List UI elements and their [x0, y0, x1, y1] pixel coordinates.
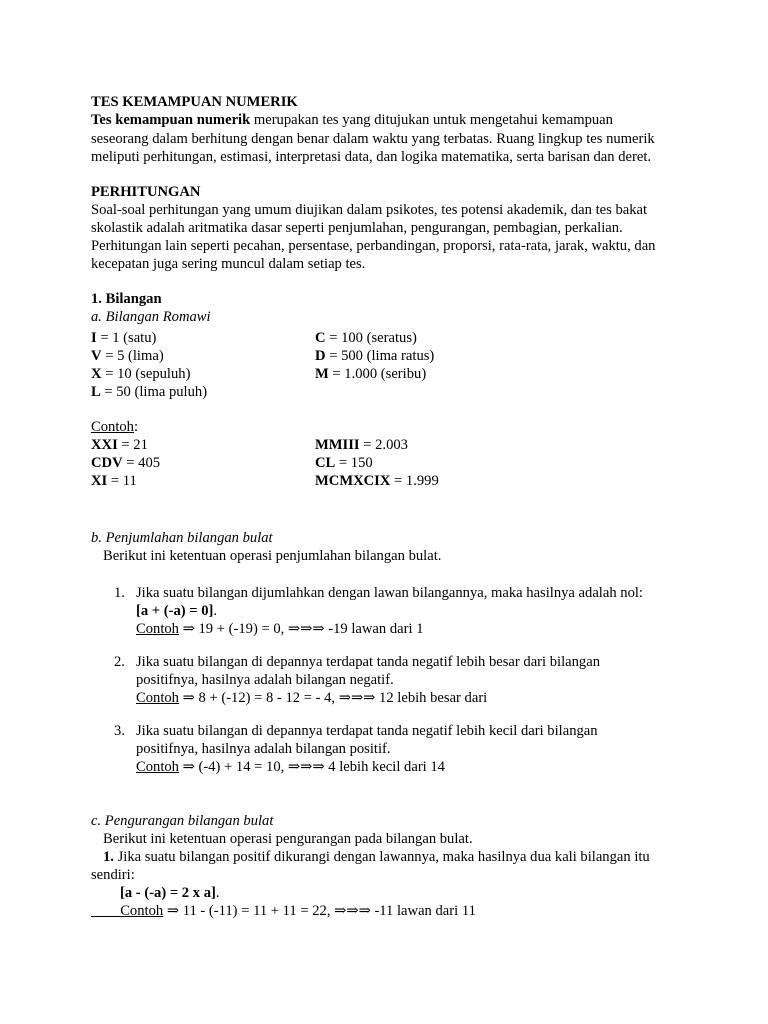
romawi-entry [91, 329, 156, 347]
formula: [a + (-a) = 0] [136, 603, 214, 619]
subsection-title: a. Bilangan Romawi [91, 309, 211, 325]
contoh-text: Contoh [136, 621, 179, 637]
example-text: ⇒ (-4) + 14 = 10, ⇒⇒⇒ 4 lebih kecil dari 14 [178, 759, 445, 775]
romawi-value: = 100 (seratus) [325, 330, 417, 346]
romawi-value: = 2.003 [359, 437, 408, 453]
romawi-value: = 1.999 [390, 473, 439, 489]
contoh-entry [91, 472, 137, 490]
contoh-entry [315, 472, 439, 490]
paragraph-line: Berikut ini ketentuan operasi pengurangan pada bilangan bulat. [103, 831, 473, 847]
list-number: 2. [114, 654, 125, 670]
romawi-value: = 5 (lima) [101, 348, 164, 364]
subsection-title: c. Pengurangan bilangan bulat [91, 813, 274, 829]
romawi-symbol: CDV [91, 455, 123, 471]
document-title: TES KEMAMPUAN NUMERIK [91, 94, 298, 110]
romawi-entry [91, 347, 164, 365]
romawi-value: = 21 [117, 437, 148, 453]
subsection-heading: 1. Bilangan [91, 291, 162, 307]
section-heading: PERHITUNGAN [91, 184, 201, 200]
contoh-entry [91, 454, 160, 472]
contoh-label [91, 418, 138, 436]
paragraph-line: skolastik adalah aritmatika dasar seperti penjumlahan, pengurangan, pembagian, perkalian. [91, 220, 623, 236]
intro-line: seseorang dalam berhitung dengan benar dalam waktu yang terbatas. Ruang lingkup tes numerik [91, 131, 655, 147]
example-line [91, 902, 476, 920]
romawi-symbol: M [315, 366, 329, 382]
romawi-symbol: CL [315, 455, 336, 471]
romawi-value: = 10 (sepuluh) [101, 366, 191, 382]
contoh-entry [91, 436, 148, 454]
paragraph-line: Berikut ini ketentuan operasi penjumlahan bilangan bulat. [103, 548, 442, 564]
list-item-line: Jika suatu bilangan di depannya terdapat tanda negatif lebih kecil dari bilangan [136, 723, 598, 739]
romawi-value: = 150 [335, 455, 373, 471]
romawi-value: = 405 [122, 455, 161, 471]
romawi-symbol: C [315, 330, 326, 346]
list-number: 1. [114, 585, 125, 601]
formula-end: . [215, 885, 220, 901]
romawi-value: = 50 (lima puluh) [100, 384, 208, 400]
intro-line-1-rest: merupakan tes yang ditujukan untuk mengetahui kemampuan [250, 112, 613, 128]
list-number: 1. [103, 849, 114, 865]
list-number: 3. [114, 723, 125, 739]
contoh-text: Contoh [136, 759, 179, 775]
romawi-symbol: MMIII [315, 437, 360, 453]
romawi-value: = 11 [107, 473, 137, 489]
romawi-symbol: D [315, 348, 326, 364]
formula-line [120, 884, 220, 902]
contoh-entry [315, 454, 373, 472]
romawi-entry [315, 329, 417, 347]
romawi-symbol: L [91, 384, 101, 400]
contoh-text [91, 903, 163, 919]
romawi-entry [315, 347, 434, 365]
example-line [136, 689, 487, 707]
romawi-symbol: MCMXCIX [315, 473, 391, 489]
romawi-symbol: I [91, 330, 97, 346]
example-text: ⇒ 19 + (-19) = 0, ⇒⇒⇒ -19 lawan dari 1 [178, 621, 424, 637]
romawi-value: = 1 (satu) [96, 330, 157, 346]
contoh-colon: : [133, 419, 139, 435]
romawi-entry [91, 365, 190, 383]
list-item-text: Jika suatu bilangan positif dikurangi dengan lawannya, maka hasilnya dua kali bilangan itu [113, 849, 650, 865]
formula-end: . [213, 603, 218, 619]
romawi-entry [91, 383, 207, 401]
example-line [136, 758, 445, 776]
contoh-word: Contoh [120, 903, 164, 919]
romawi-value: = 1.000 (seribu) [328, 366, 427, 382]
paragraph-line: kecepatan juga sering muncul dalam setiap tes. [91, 256, 366, 272]
list-item-line: Jika suatu bilangan dijumlahkan dengan lawan bilangannya, maka hasilnya adalah nol: [136, 585, 643, 601]
list-item-line: positifnya, hasilnya adalah bilangan positif. [136, 741, 391, 757]
romawi-symbol: XI [91, 473, 108, 489]
contoh-text: Contoh [91, 419, 134, 435]
romawi-symbol: X [91, 366, 102, 382]
romawi-symbol: V [91, 348, 102, 364]
list-item-line: sendiri: [91, 867, 135, 883]
romawi-entry [315, 365, 426, 383]
example-line [136, 620, 424, 638]
paragraph-line: Soal-soal perhitungan yang umum diujikan dalam psikotes, tes potensi akademik, dan tes bakat [91, 202, 648, 218]
romawi-value: = 500 (lima ratus) [325, 348, 435, 364]
intro-lead: Tes kemampuan numerik [91, 112, 251, 128]
paragraph-line: Perhitungan lain seperti pecahan, persentase, perbandingan, proporsi, rata-rata, jarak, waktu, dan [91, 238, 656, 254]
example-text: ⇒ 8 + (-12) = 8 - 12 = - 4, ⇒⇒⇒ 12 lebih besar dari [178, 690, 488, 706]
contoh-text: Contoh [136, 690, 179, 706]
formula: [a - (-a) = 2 x a] [120, 885, 216, 901]
formula-line [136, 602, 217, 620]
example-text: ⇒ 11 - (-11) = 11 + 11 = 22, ⇒⇒⇒ -11 lawan dari 11 [163, 903, 476, 919]
list-item-line: positifnya, hasilnya adalah bilangan negatif. [136, 672, 394, 688]
intro-line [91, 111, 613, 129]
intro-line: meliputi perhitungan, estimasi, interpretasi data, dan logika matematika, serta barisan dan deret. [91, 149, 652, 165]
list-item-line [103, 848, 650, 866]
contoh-entry [315, 436, 408, 454]
romawi-symbol: XXI [91, 437, 118, 453]
subsection-title: b. Penjumlahan bilangan bulat [91, 530, 273, 546]
contoh-indent [91, 903, 120, 919]
list-item-line: Jika suatu bilangan di depannya terdapat tanda negatif lebih besar dari bilangan [136, 654, 600, 670]
